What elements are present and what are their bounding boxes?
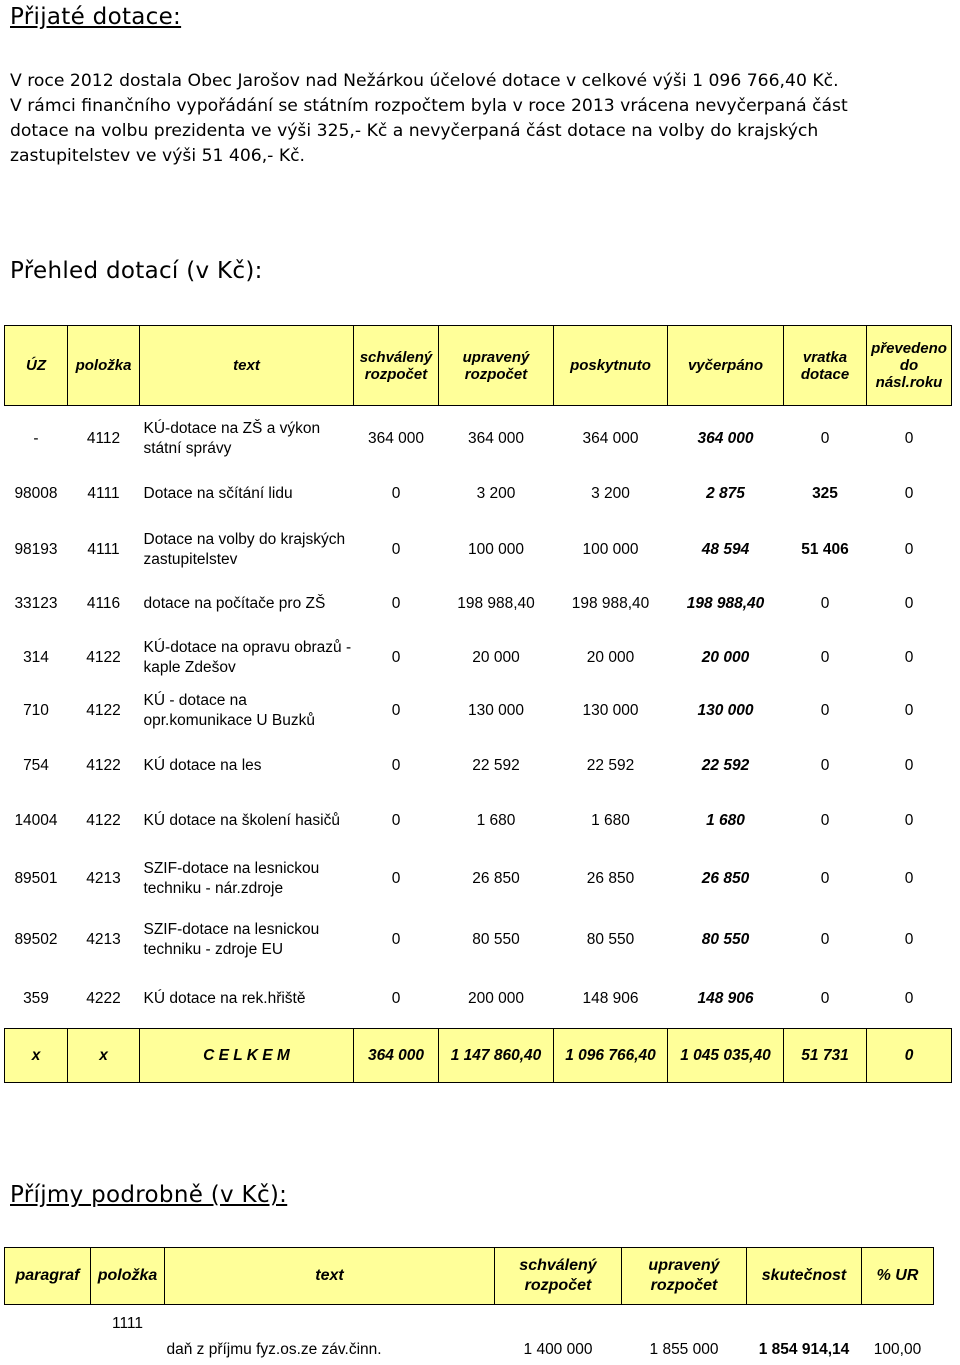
total-polozka: x (68, 1029, 140, 1083)
header-schvaleny-rozpocet: schválený rozpočet (495, 1248, 622, 1305)
cell-poskytnuto: 1 680 (554, 794, 668, 848)
header-skutecnost: skutečnost (747, 1248, 862, 1305)
paragraph-line: V roce 2012 dostala Obec Jarošov nad Nežárkou účelové dotace v celkové výši 1 096 766,40 Kč. (10, 69, 960, 94)
cell-upraveny: 200 000 (439, 976, 554, 1022)
table-row (5, 577, 952, 631)
cell-vycerpano: 198 988,40 (668, 577, 784, 631)
cell-prevedeno: 0 (867, 471, 952, 517)
cell-upraveny: 1 680 (439, 794, 554, 848)
table-row (5, 1305, 934, 1365)
cell-poskytnuto: 364 000 (554, 412, 668, 465)
cell-upraveny: 364 000 (439, 412, 554, 465)
paragraph-line: V rámci finančního vypořádání se státním rozpočtem byla v roce 2013 vrácena nevyčerpaná část (10, 94, 960, 119)
cell-uz: - (5, 412, 68, 465)
cell-vycerpano: 1 680 (668, 794, 784, 848)
paragraph-line: dotace na volbu prezidenta ve výši 325,- Kč a nevyčerpaná část dotace na volby do krajských (10, 119, 960, 144)
cell-poskytnuto: 130 000 (554, 684, 668, 737)
income-table-header-row (5, 1248, 934, 1305)
total-vycerpano: 1 045 035,40 (668, 1029, 784, 1083)
cell-polozka: 4213 (68, 909, 140, 970)
header-schvaleny-rozpocet: schválený rozpočet (354, 326, 439, 406)
cell-vycerpano: 80 550 (668, 909, 784, 970)
cell-schvaleny: 364 000 (354, 412, 439, 465)
cell-polozka: 4122 (68, 794, 140, 848)
cell-uz: 89502 (5, 909, 68, 970)
cell-vycerpano: 148 906 (668, 976, 784, 1022)
cell-poskytnuto: 26 850 (554, 848, 668, 909)
cell-text: KÚ-dotace na opravu obrazů -kaple Zdešov (140, 631, 354, 684)
cell-poskytnuto: 148 906 (554, 976, 668, 1022)
cell-upraveny: 100 000 (439, 523, 554, 577)
cell-upraveny: 130 000 (439, 684, 554, 737)
cell-text: daň z příjmu fyz.os.ze záv.činn. (165, 1305, 495, 1365)
cell-polozka: 4111 (68, 523, 140, 577)
cell-vratka: 0 (784, 631, 867, 684)
intro-paragraph (10, 69, 960, 169)
cell-poskytnuto: 80 550 (554, 909, 668, 970)
table-row (5, 684, 952, 737)
cell-upraveny: 26 850 (439, 848, 554, 909)
cell-uz: 754 (5, 743, 68, 788)
grant-overview-table (4, 325, 952, 1083)
cell-polozka: 1111 (91, 1305, 165, 1365)
cell-text: Dotace na volby do krajských zastupitelstev (140, 523, 354, 577)
cell-prevedeno: 0 (867, 909, 952, 970)
cell-polozka: 4122 (68, 684, 140, 737)
cell-text: KÚ - dotace na opr.komunikace U Buzků (140, 684, 354, 737)
cell-prevedeno: 0 (867, 523, 952, 577)
cell-prevedeno: 0 (867, 631, 952, 684)
cell-uz: 89501 (5, 848, 68, 909)
table-row (5, 412, 952, 465)
section-heading-prijmy-podrobne: Příjmy podrobně (v Kč): (10, 1182, 287, 1208)
paragraph-line: zastupitelstev ve výši 51 406,- Kč. (10, 144, 960, 169)
cell-prevedeno: 0 (867, 412, 952, 465)
cell-vratka: 0 (784, 412, 867, 465)
total-upraveny: 1 147 860,40 (439, 1029, 554, 1083)
table-row (5, 523, 952, 577)
cell-upraveny: 80 550 (439, 909, 554, 970)
cell-uz: 314 (5, 631, 68, 684)
cell-poskytnuto: 198 988,40 (554, 577, 668, 631)
table-row (5, 743, 952, 788)
cell-polozka: 4222 (68, 976, 140, 1022)
header-vratka-dotace: vratka dotace (784, 326, 867, 406)
cell-text: SZIF-dotace na lesnickou techniku - zdroje EU (140, 909, 354, 970)
cell-polozka: 4122 (68, 743, 140, 788)
cell-prevedeno: 0 (867, 976, 952, 1022)
cell-polozka: 4122 (68, 631, 140, 684)
cell-uz: 359 (5, 976, 68, 1022)
cell-schvaleny: 0 (354, 743, 439, 788)
cell-prevedeno: 0 (867, 684, 952, 737)
cell-schvaleny: 0 (354, 976, 439, 1022)
total-vratka: 51 731 (784, 1029, 867, 1083)
cell-skutecnost: 1 854 914,14 (747, 1305, 862, 1365)
cell-schvaleny: 0 (354, 794, 439, 848)
cell-schvaleny: 0 (354, 523, 439, 577)
cell-text: Dotace na sčítání lidu (140, 471, 354, 517)
cell-vycerpano: 22 592 (668, 743, 784, 788)
cell-uz: 98008 (5, 471, 68, 517)
table-row (5, 631, 952, 684)
cell-vratka: 0 (784, 909, 867, 970)
cell-vycerpano: 20 000 (668, 631, 784, 684)
cell-text: SZIF-dotace na lesnickou techniku - nár.zdroje (140, 848, 354, 909)
table-row (5, 794, 952, 848)
income-detail-table (4, 1247, 934, 1365)
header-prevedeno: převedeno do násl.roku (867, 326, 952, 406)
cell-poskytnuto: 3 200 (554, 471, 668, 517)
total-uz: x (5, 1029, 68, 1083)
table-row (5, 976, 952, 1022)
cell-vratka: 0 (784, 976, 867, 1022)
cell-vratka: 51 406 (784, 523, 867, 577)
cell-polozka: 4111 (68, 471, 140, 517)
cell-vycerpano: 2 875 (668, 471, 784, 517)
cell-polozka: 4112 (68, 412, 140, 465)
cell-text: KÚ dotace na rek.hřiště (140, 976, 354, 1022)
cell-vratka: 0 (784, 743, 867, 788)
cell-prevedeno: 0 (867, 848, 952, 909)
header-paragraf: paragraf (5, 1248, 91, 1305)
cell-prevedeno: 0 (867, 743, 952, 788)
cell-prevedeno: 0 (867, 794, 952, 848)
cell-upraveny: 198 988,40 (439, 577, 554, 631)
table-row (5, 848, 952, 909)
table-row (5, 909, 952, 970)
cell-schvaleny: 0 (354, 631, 439, 684)
cell-upraveny: 3 200 (439, 471, 554, 517)
cell-upraveny: 1 855 000 (622, 1305, 747, 1365)
total-label: C E L K E M (140, 1029, 354, 1083)
cell-vycerpano: 364 000 (668, 412, 784, 465)
cell-vratka: 0 (784, 848, 867, 909)
cell-schvaleny: 0 (354, 848, 439, 909)
header-text: text (165, 1248, 495, 1305)
cell-schvaleny: 0 (354, 471, 439, 517)
header-procento-ur: % UR (862, 1248, 934, 1305)
cell-polozka: 4213 (68, 848, 140, 909)
cell-schvaleny: 0 (354, 684, 439, 737)
cell-paragraf (5, 1305, 91, 1365)
cell-poskytnuto: 20 000 (554, 631, 668, 684)
header-upraveny-rozpocet: upravený rozpočet (439, 326, 554, 406)
cell-text: dotace na počítače pro ZŠ (140, 577, 354, 631)
header-uz: ÚZ (5, 326, 68, 406)
total-schvaleny: 364 000 (354, 1029, 439, 1083)
cell-vratka: 0 (784, 577, 867, 631)
total-prevedeno: 0 (867, 1029, 952, 1083)
cell-poskytnuto: 100 000 (554, 523, 668, 577)
cell-polozka: 4116 (68, 577, 140, 631)
header-vycerpano: vyčerpáno (668, 326, 784, 406)
header-poskytnuto: poskytnuto (554, 326, 668, 406)
cell-uz: 710 (5, 684, 68, 737)
cell-prevedeno: 0 (867, 577, 952, 631)
grant-table-header-row (5, 326, 952, 406)
cell-text: KÚ dotace na školení hasičů (140, 794, 354, 848)
cell-upraveny: 22 592 (439, 743, 554, 788)
header-upraveny-rozpocet: upravený rozpočet (622, 1248, 747, 1305)
section-heading-prehled-dotaci: Přehled dotací (v Kč): (10, 258, 263, 284)
total-row (5, 1029, 952, 1083)
cell-schvaleny: 1 400 000 (495, 1305, 622, 1365)
cell-poskytnuto: 22 592 (554, 743, 668, 788)
cell-vycerpano: 26 850 (668, 848, 784, 909)
cell-schvaleny: 0 (354, 909, 439, 970)
cell-uz: 98193 (5, 523, 68, 577)
total-poskytnuto: 1 096 766,40 (554, 1029, 668, 1083)
cell-procento-ur: 100,00 (862, 1305, 934, 1365)
cell-schvaleny: 0 (354, 577, 439, 631)
table-row (5, 471, 952, 517)
cell-text: KÚ dotace na les (140, 743, 354, 788)
cell-upraveny: 20 000 (439, 631, 554, 684)
header-polozka: položka (68, 326, 140, 406)
cell-uz: 14004 (5, 794, 68, 848)
cell-vycerpano: 130 000 (668, 684, 784, 737)
header-polozka: položka (91, 1248, 165, 1305)
header-text: text (140, 326, 354, 406)
page-heading-prijate-dotace: Přijaté dotace: (10, 4, 181, 30)
cell-vratka: 0 (784, 794, 867, 848)
cell-vycerpano: 48 594 (668, 523, 784, 577)
cell-vratka: 325 (784, 471, 867, 517)
cell-vratka: 0 (784, 684, 867, 737)
cell-uz: 33123 (5, 577, 68, 631)
cell-text: KÚ-dotace na ZŠ a výkon státní správy (140, 412, 354, 465)
